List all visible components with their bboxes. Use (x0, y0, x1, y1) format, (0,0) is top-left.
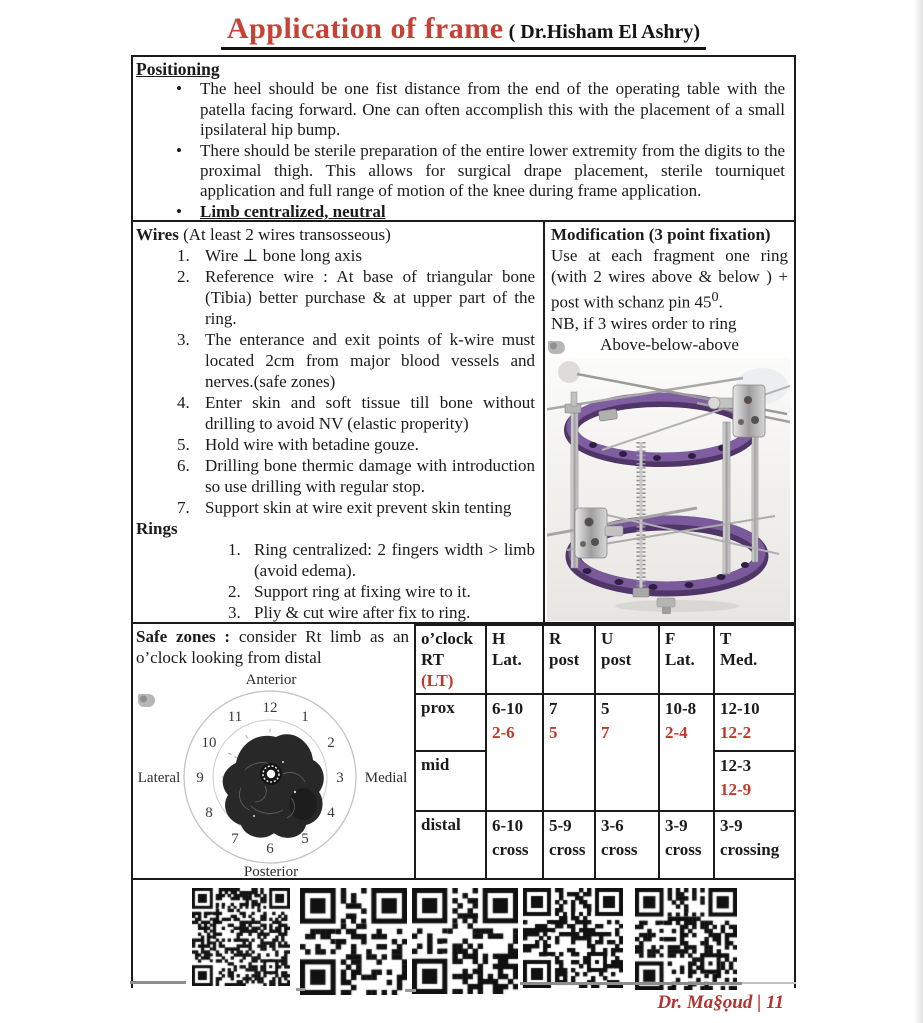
item-number: 1. (228, 540, 241, 559)
item-text: Enter skin and soft tissue till bone without drilling to avoid NV (elastic properity) (205, 393, 535, 433)
svg-text:5: 5 (301, 831, 309, 847)
wires-heading: Wires (136, 225, 179, 244)
header-oclock: o’clock RT (LT) (415, 625, 486, 694)
safe-zones-desc: consider Rt limb as an o’clock looking from distal (136, 627, 410, 667)
safe-zones-row (133, 622, 794, 878)
cell-prox-t: 12-10 12-2 (714, 694, 794, 751)
item-text: Wire ⊥ bone long axis (205, 246, 362, 265)
cell-mid-t: 12-3 12-9 (714, 751, 794, 811)
header-u-post: U post (595, 625, 659, 694)
cell-distal-t: 3-9 crossing (714, 811, 794, 878)
svg-text:11: 11 (227, 709, 243, 725)
cell-prox-u: 5 7 (595, 694, 659, 811)
label-anterior: Anterior (245, 672, 297, 688)
main-table (131, 55, 796, 988)
item-number: 1. (177, 246, 190, 265)
item-number: 3. (177, 330, 190, 349)
title-main: Application of frame (226, 12, 504, 45)
positioning-heading: Positioning (136, 59, 220, 79)
page-edge-shadow (914, 0, 923, 1023)
qr-code (192, 888, 290, 986)
header-h-lat: H Lat. (486, 625, 543, 694)
scan-shadow (742, 982, 796, 984)
bullet-text: There should be sterile preparation of the entire lower extremity from the digits to the proximal thigh. This allows for surgical drape placement, sterile tourniquet application and full range of motion of the knee during frame application. (200, 140, 785, 201)
wires-item (177, 329, 535, 392)
qr-code (300, 888, 407, 995)
qr-code (635, 888, 737, 990)
svg-text:10: 10 (201, 735, 217, 751)
rings-item (228, 539, 535, 581)
label-lateral: Lateral (137, 770, 181, 786)
rings-item (228, 581, 535, 602)
frame-photo (547, 358, 790, 621)
cell-distal-u: 3-6 cross (595, 811, 659, 878)
scan-shadow (296, 988, 305, 991)
cell-distal-f: 3-9 cross (659, 811, 714, 878)
clock-diagram (133, 670, 415, 878)
bullet-text: Limb centralized, neutral (200, 201, 386, 220)
label-posterior: Posterior (243, 864, 299, 880)
item-text: Support skin at wire exit prevent skin tenting (205, 498, 512, 517)
title-author-text: ( Dr.Hisham El Ashry) (508, 21, 701, 43)
safe-zones-table (414, 624, 794, 878)
qr-code (523, 888, 623, 988)
qr-code (412, 888, 518, 994)
header-r-post: R post (543, 625, 595, 694)
item-text: The enterance and exit points of k-wire must located 2cm from major blood vessels and nerves.(safe zones) (205, 330, 535, 391)
safe-zones-text (136, 626, 409, 668)
modification-nb: NB, if 3 wires order to ring (551, 313, 737, 333)
svg-text:1: 1 (301, 709, 309, 725)
row-label-prox: prox (415, 694, 486, 751)
item-text: Drilling bone thermic damage with introduction so use drilling with regular stop. (205, 456, 535, 496)
svg-text:3: 3 (336, 770, 344, 786)
item-number: 7. (177, 498, 190, 517)
label-medial: Medial (364, 770, 408, 786)
modification-text: Use at each fragment one ring (with 2 wires above & below ) + post with schanz pin 45 (551, 246, 788, 312)
audio-icon (548, 341, 565, 354)
item-number: 4. (177, 393, 190, 412)
cell-prox-f: 10-8 2-4 (659, 694, 714, 811)
modification-heading: Modification (3 point fixation) (551, 225, 771, 244)
rings-item (228, 602, 535, 622)
wires-item (177, 266, 535, 329)
item-text: Reference wire : At base of triangular bone (Tibia) better purchase & at upper part of the ring. (205, 267, 535, 328)
qr-row (133, 878, 794, 988)
page-footer: Dr. Ma§ọud | 11 (657, 992, 784, 1013)
limb-cross-section (223, 734, 324, 838)
item-number: 2. (228, 582, 241, 601)
wires-item (177, 434, 535, 455)
item-text: Ring centralized: 2 fingers width > limb (avoid edema). (254, 540, 535, 580)
table-row-distal (415, 811, 794, 878)
bullet-icon: • (176, 79, 182, 99)
bullet-text: The heel should be one fist distance from the end of the operating table with the patella facing forward. One can often accomplish this with the placement of a small ipsilateral hip bump. (200, 79, 785, 140)
table-row-prox (415, 694, 794, 751)
table-header-row (415, 625, 794, 694)
item-number: 5. (177, 435, 190, 454)
positioning-section (133, 57, 794, 220)
modification-body (551, 245, 788, 313)
safe-zones-section (133, 624, 414, 878)
wires-item (177, 245, 535, 266)
wires-heading-line (136, 224, 535, 245)
item-text: Hold wire with betadine gouze. (205, 435, 419, 454)
header-f-lat: F Lat. (659, 625, 714, 694)
rings-heading: Rings (136, 519, 178, 538)
cell-distal-h: 6-10 cross (486, 811, 543, 878)
cell-prox-r: 7 5 (543, 694, 595, 811)
svg-text:7: 7 (231, 831, 239, 847)
svg-text:4: 4 (327, 805, 335, 821)
scan-shadow (130, 981, 186, 984)
wires-item (177, 497, 535, 518)
wires-section (133, 222, 545, 622)
superscript-zero: 0 (711, 289, 719, 305)
svg-text:9: 9 (196, 770, 204, 786)
header-t-med: T Med. (714, 625, 794, 694)
item-number: 6. (177, 456, 190, 475)
page-title (131, 12, 796, 50)
modification-text-tail: . (718, 292, 723, 312)
positioning-bullet-3 (176, 202, 785, 220)
wires-modification-row (133, 220, 794, 622)
wires-note: (At least 2 wires transosseous) (183, 225, 391, 244)
cell-distal-r: 5-9 cross (543, 811, 595, 878)
modification-order: Above-below-above (600, 334, 739, 354)
title-author (504, 21, 701, 43)
cell-prox-h: 6-10 2-6 (486, 694, 543, 811)
item-text: Pliy & cut wire after fix to ring. (254, 603, 471, 622)
item-number: 3. (228, 603, 241, 622)
wires-item (177, 392, 535, 434)
svg-text:12: 12 (262, 700, 278, 716)
wires-item (177, 455, 535, 497)
scan-shadow (520, 982, 742, 985)
item-number: 2. (177, 267, 190, 286)
svg-text:8: 8 (205, 805, 213, 821)
svg-text:6: 6 (266, 841, 274, 857)
positioning-bullet-2 (176, 141, 785, 202)
positioning-bullet-1 (176, 79, 785, 140)
title-underline (221, 12, 706, 50)
safe-zones-heading: Safe zones : (136, 627, 231, 646)
bullet-icon: • (176, 140, 182, 160)
bullet-icon: • (176, 201, 182, 220)
scan-shadow (405, 989, 416, 992)
row-label-mid: mid (415, 751, 486, 811)
item-text: Support ring at fixing wire to it. (254, 582, 471, 601)
modification-section (545, 222, 794, 622)
svg-text:2: 2 (327, 735, 335, 751)
row-label-distal: distal (415, 811, 486, 878)
